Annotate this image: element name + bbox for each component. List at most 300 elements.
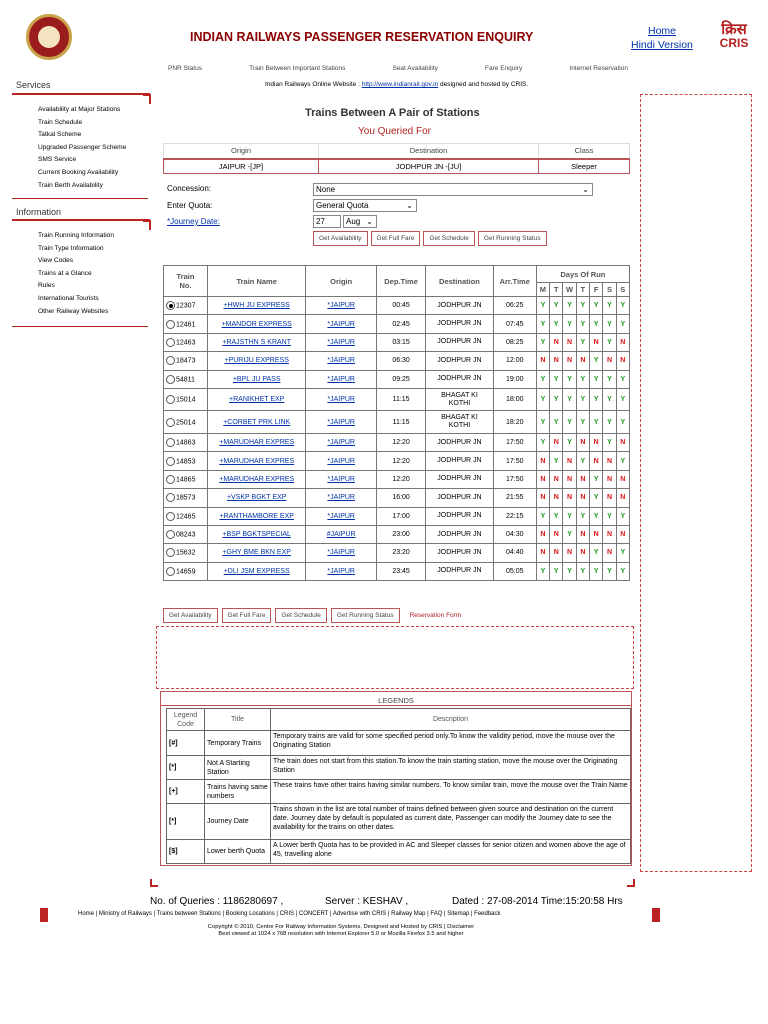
table-row[interactable] [164, 433, 630, 451]
origin-station-link[interactable]: *JAIPUR [327, 357, 355, 365]
day-run-flag: Y [590, 352, 603, 370]
train-number: 08243 [176, 531, 196, 539]
nav-seat-availability[interactable]: Seat Availability [392, 65, 438, 72]
train-number: 14853 [176, 457, 196, 465]
departure-time: 11:15 [377, 388, 426, 411]
legend-code: [*] [167, 756, 205, 780]
get-running-status-button[interactable]: Get Running Status [478, 231, 547, 246]
train-name-link[interactable]: +CORBET PRK LINK [223, 418, 291, 426]
train-number: 12307 [176, 302, 196, 310]
day-run-flag: N [536, 489, 549, 507]
departure-time: 23:45 [377, 562, 426, 580]
day-run-flag: N [576, 544, 589, 562]
page-title: Trains Between A Pair of Stations [305, 107, 480, 119]
day-run-flag: Y [590, 489, 603, 507]
day-run-flag: Y [590, 544, 603, 562]
journey-date-label[interactable]: *Journey Date: [167, 217, 220, 226]
cris-logo [712, 22, 756, 49]
col-dep-time: Dep.Time [377, 266, 426, 297]
day-run-flag: Y [550, 452, 563, 470]
train-radio[interactable] [166, 457, 175, 466]
get-full-fare-button[interactable]: Get Full Fare [371, 231, 421, 246]
legend-code-header: Legend Code [167, 709, 205, 731]
origin-station-link[interactable]: *JAIPUR [327, 375, 355, 383]
legend-description: A Lower berth Quota has to be provided in AC and Sleeper classes for senior citizen and women above the age of 45, travelling alone [271, 840, 631, 864]
day-run-flag: N [590, 452, 603, 470]
arrival-time: 12:00 [493, 352, 536, 370]
day-run-flag: Y [576, 562, 589, 580]
train-radio[interactable] [166, 375, 175, 384]
origin-header: Origin [164, 144, 319, 159]
train-number: 14659 [176, 568, 196, 576]
train-radio[interactable] [166, 548, 175, 557]
right-ad-panel [640, 94, 752, 872]
query-destination: JODHPUR JN -[JU] [319, 159, 539, 174]
day-run-flag: Y [576, 315, 589, 333]
day-run-flag: Y [616, 370, 629, 388]
table-row[interactable] [164, 315, 630, 333]
origin-station-link[interactable]: *JAIPUR [327, 567, 355, 575]
arrival-time: 08:25 [493, 333, 536, 351]
train-select[interactable] [164, 388, 208, 411]
arrival-time: 17:50 [493, 470, 536, 488]
legend-description: The train does not start from this station.To know the train starting station, move the mouse over the Originating Station [271, 756, 631, 780]
legend-title-header: Title [205, 709, 271, 731]
train-select[interactable] [164, 507, 208, 525]
day-run-flag: Y [576, 297, 589, 315]
day-run-flag: N [576, 489, 589, 507]
day-run-flag: Y [603, 297, 616, 315]
sidebar-item-trains-glance[interactable]: Trains at a Glance [38, 269, 92, 277]
day-run-flag: N [563, 489, 576, 507]
destination-station: BHAGAT KI KOTHI [426, 411, 494, 434]
sidebar-item-berth-availability[interactable]: Train Berth Availability [38, 181, 103, 189]
day-run-flag: Y [616, 411, 629, 434]
middle-ad-panel [156, 626, 634, 689]
origin-station-link[interactable]: *JAIPUR [327, 549, 355, 557]
departure-time: 12:20 [377, 470, 426, 488]
day-run-flag: N [603, 470, 616, 488]
queried-for-label: You Queried For [358, 126, 432, 137]
day-run-flag: N [550, 433, 563, 451]
concession-label: Concession: [167, 184, 212, 193]
hindi-version-link[interactable]: Hindi Version [631, 39, 693, 51]
legend-title: Lower berth Quota [205, 840, 271, 864]
train-select[interactable] [164, 315, 208, 333]
train-number: 18573 [176, 494, 196, 502]
table-row[interactable] [164, 507, 630, 525]
day-header-4: F [590, 283, 603, 297]
day-run-flag: N [536, 452, 549, 470]
sidebar-item-view-codes[interactable]: View Codes [38, 257, 74, 265]
day-run-flag: Y [550, 562, 563, 580]
col-train-name: Train Name [208, 266, 306, 297]
sidebar-item-other-websites[interactable]: Other Railway Websites [38, 307, 109, 315]
train-name-link[interactable]: +MARUDHAR EXPRES [219, 475, 295, 483]
col-destination: Destination [426, 266, 494, 297]
nav-train-between-stations[interactable]: Train Between Important Stations [249, 65, 346, 72]
origin-station-link[interactable]: #JAIPUR [326, 531, 356, 539]
get-availability-button-bottom[interactable]: Get Availability [163, 608, 218, 623]
origin-station-link[interactable]: *JAIPUR [327, 512, 355, 520]
legend-row [167, 840, 631, 864]
table-row[interactable] [164, 452, 630, 470]
train-name-link[interactable]: +GHY BME BKN EXP [222, 549, 291, 557]
train-radio[interactable] [166, 475, 175, 484]
bottom-button-row [163, 608, 461, 623]
col-arr-time: Arr.Time [493, 266, 536, 297]
day-run-flag: N [563, 470, 576, 488]
destination-station: JODHPUR JN [426, 525, 494, 543]
train-radio[interactable] [166, 512, 175, 521]
day-run-flag: Y [576, 411, 589, 434]
train-name-link[interactable]: +RAJSTHN S KRANT [222, 338, 292, 346]
day-run-flag: N [550, 352, 563, 370]
day-run-flag: Y [590, 297, 603, 315]
train-name-link[interactable]: +PURIJU EXPRESS [224, 357, 289, 365]
train-radio[interactable] [166, 530, 175, 539]
day-run-flag: N [616, 333, 629, 351]
arrival-time: 06:25 [493, 297, 536, 315]
sidebar-divider [12, 93, 150, 95]
get-availability-button[interactable]: Get Availability [313, 231, 368, 246]
arrival-time: 21:55 [493, 489, 536, 507]
day-run-flag: Y [563, 507, 576, 525]
legend-row [167, 780, 631, 804]
get-running-status-button-bottom[interactable]: Get Running Status [331, 608, 400, 623]
day-run-flag: Y [603, 507, 616, 525]
day-run-flag: Y [563, 411, 576, 434]
day-run-flag: N [576, 525, 589, 543]
day-run-flag: N [550, 544, 563, 562]
origin-station-link[interactable]: *JAIPUR [327, 457, 355, 465]
day-run-flag: N [616, 470, 629, 488]
arrival-time: 07:45 [493, 315, 536, 333]
day-run-flag: Y [550, 370, 563, 388]
train-name-link[interactable]: +HWH JU EXPRESS [223, 302, 290, 310]
destination-station: JODHPUR JN [426, 333, 494, 351]
train-select[interactable] [164, 352, 208, 370]
day-run-flag: Y [550, 297, 563, 315]
day-run-flag: N [603, 489, 616, 507]
table-row[interactable] [164, 562, 630, 580]
legend-title: LEGENDS [161, 692, 631, 706]
day-run-flag: Y [590, 507, 603, 525]
day-run-flag: Y [536, 433, 549, 451]
query-class: Sleeper [539, 159, 630, 174]
day-run-flag: Y [563, 315, 576, 333]
footer-links[interactable]: Home | Ministry of Railways | Trains between Stations | Booking Locations | CRIS | CONCERT | Advertise with CRIS | Railway Map | FAQ | Sitemap | Feedback [78, 911, 501, 917]
col-train-no: Train No. [164, 266, 208, 297]
destination-station: JODHPUR JN [426, 315, 494, 333]
departure-time: 16:00 [377, 489, 426, 507]
train-select[interactable] [164, 470, 208, 488]
sidebar-item-rules[interactable]: Rules [38, 282, 55, 290]
origin-station-link[interactable]: *JAIPUR [327, 439, 355, 447]
table-row[interactable] [164, 489, 630, 507]
concession-select[interactable]: None ⌄ [313, 183, 593, 196]
day-run-flag: Y [550, 388, 563, 411]
train-select[interactable] [164, 525, 208, 543]
train-number: 25014 [176, 419, 196, 427]
train-name-link[interactable]: +BSP BGKTSPECIAL [222, 531, 291, 539]
nav-fare-enquiry[interactable]: Fare Enquiry [485, 65, 523, 72]
departure-time: 11:15 [377, 411, 426, 434]
top-navigation [168, 65, 628, 72]
departure-time: 06:30 [377, 352, 426, 370]
chevron-down-icon: ⌄ [582, 185, 589, 194]
day-header-2: W [563, 283, 576, 297]
train-radio[interactable] [166, 320, 175, 329]
sidebar-item-current-booking[interactable]: Current Booking Availability [38, 168, 119, 176]
train-select[interactable] [164, 297, 208, 315]
sidebar-item-train-running[interactable]: Train Running Information [38, 232, 114, 239]
day-run-flag: N [616, 489, 629, 507]
day-header-6: S [616, 283, 629, 297]
table-row[interactable] [164, 411, 630, 434]
departure-time: 09:25 [377, 370, 426, 388]
legend-row [167, 804, 631, 840]
destination-station: JODHPUR JN [426, 489, 494, 507]
train-radio[interactable] [166, 567, 175, 576]
cris-logo-text: CRIS [719, 36, 749, 50]
day-run-flag: Y [603, 388, 616, 411]
journey-day-select[interactable]: 27 [313, 215, 341, 228]
arrival-time: 18:20 [493, 411, 536, 434]
day-run-flag: N [616, 525, 629, 543]
train-name-link[interactable]: +BPL JU PASS [232, 375, 281, 383]
origin-station-link[interactable]: *JAIPUR [327, 494, 355, 502]
website-link[interactable]: http://www.indianrail.gov.in [361, 81, 439, 88]
col-origin: Origin [306, 266, 377, 297]
get-schedule-button[interactable]: Get Schedule [423, 231, 474, 246]
train-number: 12465 [176, 513, 196, 521]
train-select[interactable] [164, 411, 208, 434]
day-run-flag: Y [536, 315, 549, 333]
day-run-flag: Y [536, 333, 549, 351]
train-select[interactable] [164, 489, 208, 507]
day-run-flag: Y [576, 333, 589, 351]
day-run-flag: Y [576, 370, 589, 388]
date-time: Dated : 27-08-2014 Time:15:20:58 Hrs [452, 896, 623, 907]
day-run-flag: N [616, 433, 629, 451]
train-radio[interactable] [166, 395, 175, 404]
class-header: Class [539, 144, 630, 159]
col-days-of-run: Days Of Run [536, 266, 629, 283]
day-run-flag: Y [576, 507, 589, 525]
departure-time: 23:20 [377, 544, 426, 562]
arrival-time: 17:50 [493, 433, 536, 451]
website-notice: Indian Railways Online Website : http://www.indianrail.gov.in designed and hosted by CRIS. [265, 81, 529, 88]
train-name-link[interactable]: +RANIKHET EXP [229, 396, 285, 404]
train-number: 18473 [176, 357, 196, 365]
day-run-flag: Y [590, 388, 603, 411]
query-count: No. of Queries : 1186280697 , [150, 896, 284, 907]
day-run-flag: Y [603, 333, 616, 351]
day-run-flag: N [576, 352, 589, 370]
day-run-flag: Y [563, 525, 576, 543]
arrival-time: 17:50 [493, 452, 536, 470]
destination-station: JODHPUR JN [426, 470, 494, 488]
destination-station: JODHPUR JN [426, 433, 494, 451]
top-button-row [313, 231, 547, 246]
sidebar-services-list [38, 104, 126, 192]
day-run-flag: Y [550, 411, 563, 434]
trains-table [163, 265, 630, 581]
train-select[interactable] [164, 544, 208, 562]
destination-header: Destination [319, 144, 539, 159]
day-run-flag: Y [590, 470, 603, 488]
reservation-form-link[interactable]: Reservation Form [409, 612, 462, 619]
chevron-down-icon: ⌄ [366, 217, 373, 226]
day-run-flag: Y [576, 388, 589, 411]
day-header-3: T [576, 283, 589, 297]
day-run-flag: Y [603, 370, 616, 388]
legend-code: [#] [167, 731, 205, 756]
train-radio[interactable] [166, 338, 175, 347]
sidebar-item-train-type[interactable]: Train Type Information [38, 244, 104, 252]
day-run-flag: Y [550, 507, 563, 525]
origin-station-link[interactable]: *JAIPUR [327, 475, 355, 483]
day-run-flag: Y [603, 315, 616, 333]
train-select[interactable] [164, 433, 208, 451]
day-run-flag: Y [590, 315, 603, 333]
nav-internet-reservation[interactable]: Internet Reservation [569, 65, 628, 72]
copyright-notice: Copyright © 2010, Centre For Railway Information Systems, Designed and Hosted by CRIS | Disclaimer Best viewed at 1024 x 768 resolution with Internet Explorer 5.0 or Mozilla Firefox 3.5 and higher [207, 924, 475, 937]
sidebar-item-train-schedule[interactable]: Train Schedule [38, 118, 83, 126]
table-row[interactable] [164, 544, 630, 562]
departure-time: 03:15 [377, 333, 426, 351]
arrival-time: 19:00 [493, 370, 536, 388]
origin-station-link[interactable]: *JAIPUR [327, 302, 355, 310]
arrival-time: 22:15 [493, 507, 536, 525]
train-number: 14865 [176, 476, 196, 484]
get-full-fare-button-bottom[interactable]: Get Full Fare [222, 608, 272, 623]
day-run-flag: N [536, 470, 549, 488]
day-run-flag: N [616, 352, 629, 370]
day-run-flag: Y [616, 297, 629, 315]
destination-station: JODHPUR JN [426, 507, 494, 525]
train-select[interactable] [164, 562, 208, 580]
train-radio[interactable] [166, 438, 175, 447]
destination-station: JODHPUR JN [426, 297, 494, 315]
cris-logo-hindi: क्रिस [721, 21, 747, 38]
table-row[interactable] [164, 470, 630, 488]
day-run-flag: N [550, 470, 563, 488]
train-select[interactable] [164, 370, 208, 388]
train-select[interactable] [164, 452, 208, 470]
table-row[interactable] [164, 297, 630, 315]
day-run-flag: Y [590, 370, 603, 388]
train-select[interactable] [164, 333, 208, 351]
day-run-flag: Y [616, 507, 629, 525]
day-run-flag: Y [536, 370, 549, 388]
day-run-flag: Y [536, 297, 549, 315]
destination-station: JODHPUR JN [426, 544, 494, 562]
day-run-flag: N [563, 544, 576, 562]
table-row[interactable] [164, 525, 630, 543]
day-run-flag: N [603, 452, 616, 470]
train-name-link[interactable]: +VSKP BGKT EXP [226, 494, 287, 502]
departure-time: 17:00 [377, 507, 426, 525]
sidebar-item-upgraded-passenger[interactable]: Upgraded Passenger Scheme [38, 143, 127, 151]
day-run-flag: Y [563, 562, 576, 580]
day-run-flag: N [590, 525, 603, 543]
sidebar-item-tatkal[interactable]: Tatkal Scheme [38, 131, 82, 139]
day-run-flag: Y [536, 388, 549, 411]
origin-station-link[interactable]: *JAIPUR [327, 418, 355, 426]
origin-station-link[interactable]: *JAIPUR [327, 396, 355, 404]
legend-description: Trains shown in the list are total number of trains defined between given source and destination on the current date. Journey date by default is populated as current date, Passenger can modify the Journey date to see the availability for the trains on other dates. [271, 804, 631, 840]
day-run-flag: N [603, 544, 616, 562]
destination-station: JODHPUR JN [426, 452, 494, 470]
sidebar-services-heading: Services [16, 80, 51, 90]
page-header-title: INDIAN RAILWAYS PASSENGER RESERVATION ENQUIRY [190, 30, 534, 44]
get-schedule-button-bottom[interactable]: Get Schedule [275, 608, 326, 623]
table-row[interactable] [164, 333, 630, 351]
day-run-flag: Y [536, 411, 549, 434]
legend-row [167, 756, 631, 780]
legend-description-header: Description [271, 709, 631, 731]
train-radio[interactable] [166, 493, 175, 502]
departure-time: 12:20 [377, 452, 426, 470]
nav-pnr-status[interactable]: PNR Status [168, 65, 202, 72]
day-run-flag: Y [563, 370, 576, 388]
origin-station-link[interactable]: *JAIPUR [327, 338, 355, 346]
day-run-flag: Y [616, 452, 629, 470]
legend-row [167, 731, 631, 756]
journey-month-select[interactable]: Aug ⌄ [343, 215, 377, 228]
legend-title: Trains having same numbers [205, 780, 271, 804]
day-run-flag: N [536, 352, 549, 370]
sidebar-item-availability[interactable]: Availability at Major Stations [38, 106, 121, 113]
train-radio[interactable] [166, 301, 175, 310]
arrival-time: 05:05 [493, 562, 536, 580]
legend-description: These trains have other trains having similar numbers. To know similar train, move the mouse over the Train Name [271, 780, 631, 804]
day-run-flag: N [550, 489, 563, 507]
quota-label: Enter Quota: [167, 201, 213, 210]
departure-time: 12:20 [377, 433, 426, 451]
train-radio[interactable] [166, 418, 175, 427]
indian-railways-logo [26, 14, 72, 60]
table-row[interactable] [164, 352, 630, 370]
origin-station-link[interactable]: *JAIPUR [327, 320, 355, 328]
train-radio[interactable] [166, 356, 175, 365]
train-name-link[interactable]: +RANTHAMBORE EXP [219, 512, 294, 520]
train-name-link[interactable]: +MARUDHAR EXPRES [219, 457, 295, 465]
table-row[interactable] [164, 388, 630, 411]
day-run-flag: N [576, 433, 589, 451]
train-number: 12463 [176, 339, 196, 347]
train-name-link[interactable]: +MARUDHAR EXPRES [219, 439, 295, 447]
arrival-time: 04:30 [493, 525, 536, 543]
day-run-flag: Y [603, 562, 616, 580]
day-run-flag: Y [563, 297, 576, 315]
train-name-link[interactable]: +DLI JSM EXPRESS [223, 567, 290, 575]
day-run-flag: Y [616, 315, 629, 333]
sidebar-item-sms[interactable]: SMS Service [38, 156, 77, 164]
day-run-flag: Y [603, 411, 616, 434]
legend-code: [+] [167, 780, 205, 804]
table-row[interactable] [164, 370, 630, 388]
train-name-link[interactable]: +MANDOR EXPRESS [221, 320, 292, 328]
day-run-flag: Y [616, 562, 629, 580]
query-origin: JAIPUR -[JP] [164, 159, 319, 174]
sidebar-item-international[interactable]: International Tourists [38, 294, 99, 302]
day-run-flag: N [550, 525, 563, 543]
home-link[interactable]: Home [648, 25, 677, 37]
quota-select[interactable]: General Quota ⌄ [313, 199, 417, 212]
